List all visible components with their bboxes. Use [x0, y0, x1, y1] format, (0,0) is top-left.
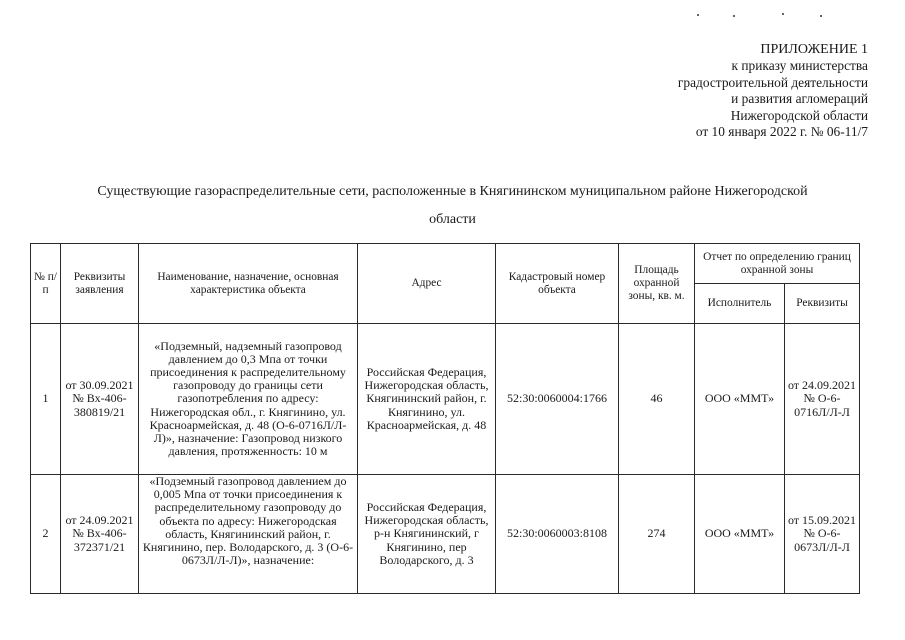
cell-requisites: от 24.09.2021 № Вх-406-372371/21 [61, 475, 139, 594]
header-area: Площадь охранной зоны, кв. м. [619, 244, 695, 324]
gas-networks-table [30, 243, 860, 594]
table-row [31, 324, 860, 475]
header-report: Отчет по определению границ охранной зоны [695, 244, 860, 284]
cell-area: 46 [619, 324, 695, 475]
header-name: Наименование, назначение, основная характеристика объекта [139, 244, 358, 324]
document-title-line: области [429, 212, 476, 227]
document-title-line: Существующие газораспределительные сети, расположенные в Княгининском муниципальном районе Нижегородской [97, 184, 808, 199]
cell-num: 2 [31, 475, 61, 594]
document-title [40, 178, 865, 234]
header-report-requisites: Реквизиты [785, 284, 860, 324]
header-num: № п/п [31, 244, 61, 324]
cell-address: Российская Федерация, Нижегородская область, р-н Княгининский, г Княгинино, пер Володарского, д. 3 [358, 475, 496, 594]
appendix-line: градостроительной деятельности [677, 74, 868, 90]
appendix-date: от 10 января 2022 г. № 06-11/7 [695, 124, 868, 140]
cell-cadastral: 52:30:0060004:1766 [496, 324, 619, 475]
table-row [31, 475, 860, 594]
cell-num: 1 [31, 324, 61, 475]
scan-speck [697, 14, 699, 16]
cell-report-requisites: от 24.09.2021 № О-6-0716Л/Л-Л [785, 324, 860, 475]
appendix-line: к приказу министерства [731, 58, 868, 74]
header-address: Адрес [358, 244, 496, 324]
appendix-heading: ПРИЛОЖЕНИЕ 1 [760, 42, 868, 57]
header-executor: Исполнитель [695, 284, 785, 324]
cell-executor: ООО «ММТ» [695, 324, 785, 475]
cell-area: 274 [619, 475, 695, 594]
cell-requisites: от 30.09.2021 № Вх-406-380819/21 [61, 324, 139, 475]
cell-name: «Подземный газопровод давлением до 0,005 Мпа от точки присоединения к распределительному газопроводу до объекта по адресу: Нижегородская область, Княгининский район, г. Княгинино, пер. Володарского, д. 3 (О-6-0673Л/Л-Л)», назначение: [139, 475, 358, 594]
scan-speck [782, 13, 784, 15]
scan-speck [733, 15, 735, 17]
cell-report-requisites: от 15.09.2021 № О-6-0673Л/Л-Л [785, 475, 860, 594]
header-cadastral: Кадастровый номер объекта [496, 244, 619, 324]
cell-name: «Подземный, надземный газопровод давлением до 0,3 Мпа от точки присоединения к распределительному газопроводу до границы сети газопотребления по адресу: Нижегородская обл., г. Княгинино, ул. Красноармейская, д. 48 (О-6-0716Л/Л-Л)», назначение: Газопровод низкого давления, протяженность: 10 м [139, 324, 358, 475]
appendix-line: Нижегородской области [730, 107, 868, 123]
cell-cadastral: 52:30:0060003:8108 [496, 475, 619, 594]
header-requisites: Реквизиты заявления [61, 244, 139, 324]
cell-executor: ООО «ММТ» [695, 475, 785, 594]
appendix-line: и развития агломераций [731, 91, 868, 107]
scan-speck [820, 15, 822, 17]
cell-address: Российская Федерация, Нижегородская область, Княгининский район, г. Княгинино, ул. Красноармейская, д. 48 [358, 324, 496, 475]
appendix-block [678, 42, 868, 140]
